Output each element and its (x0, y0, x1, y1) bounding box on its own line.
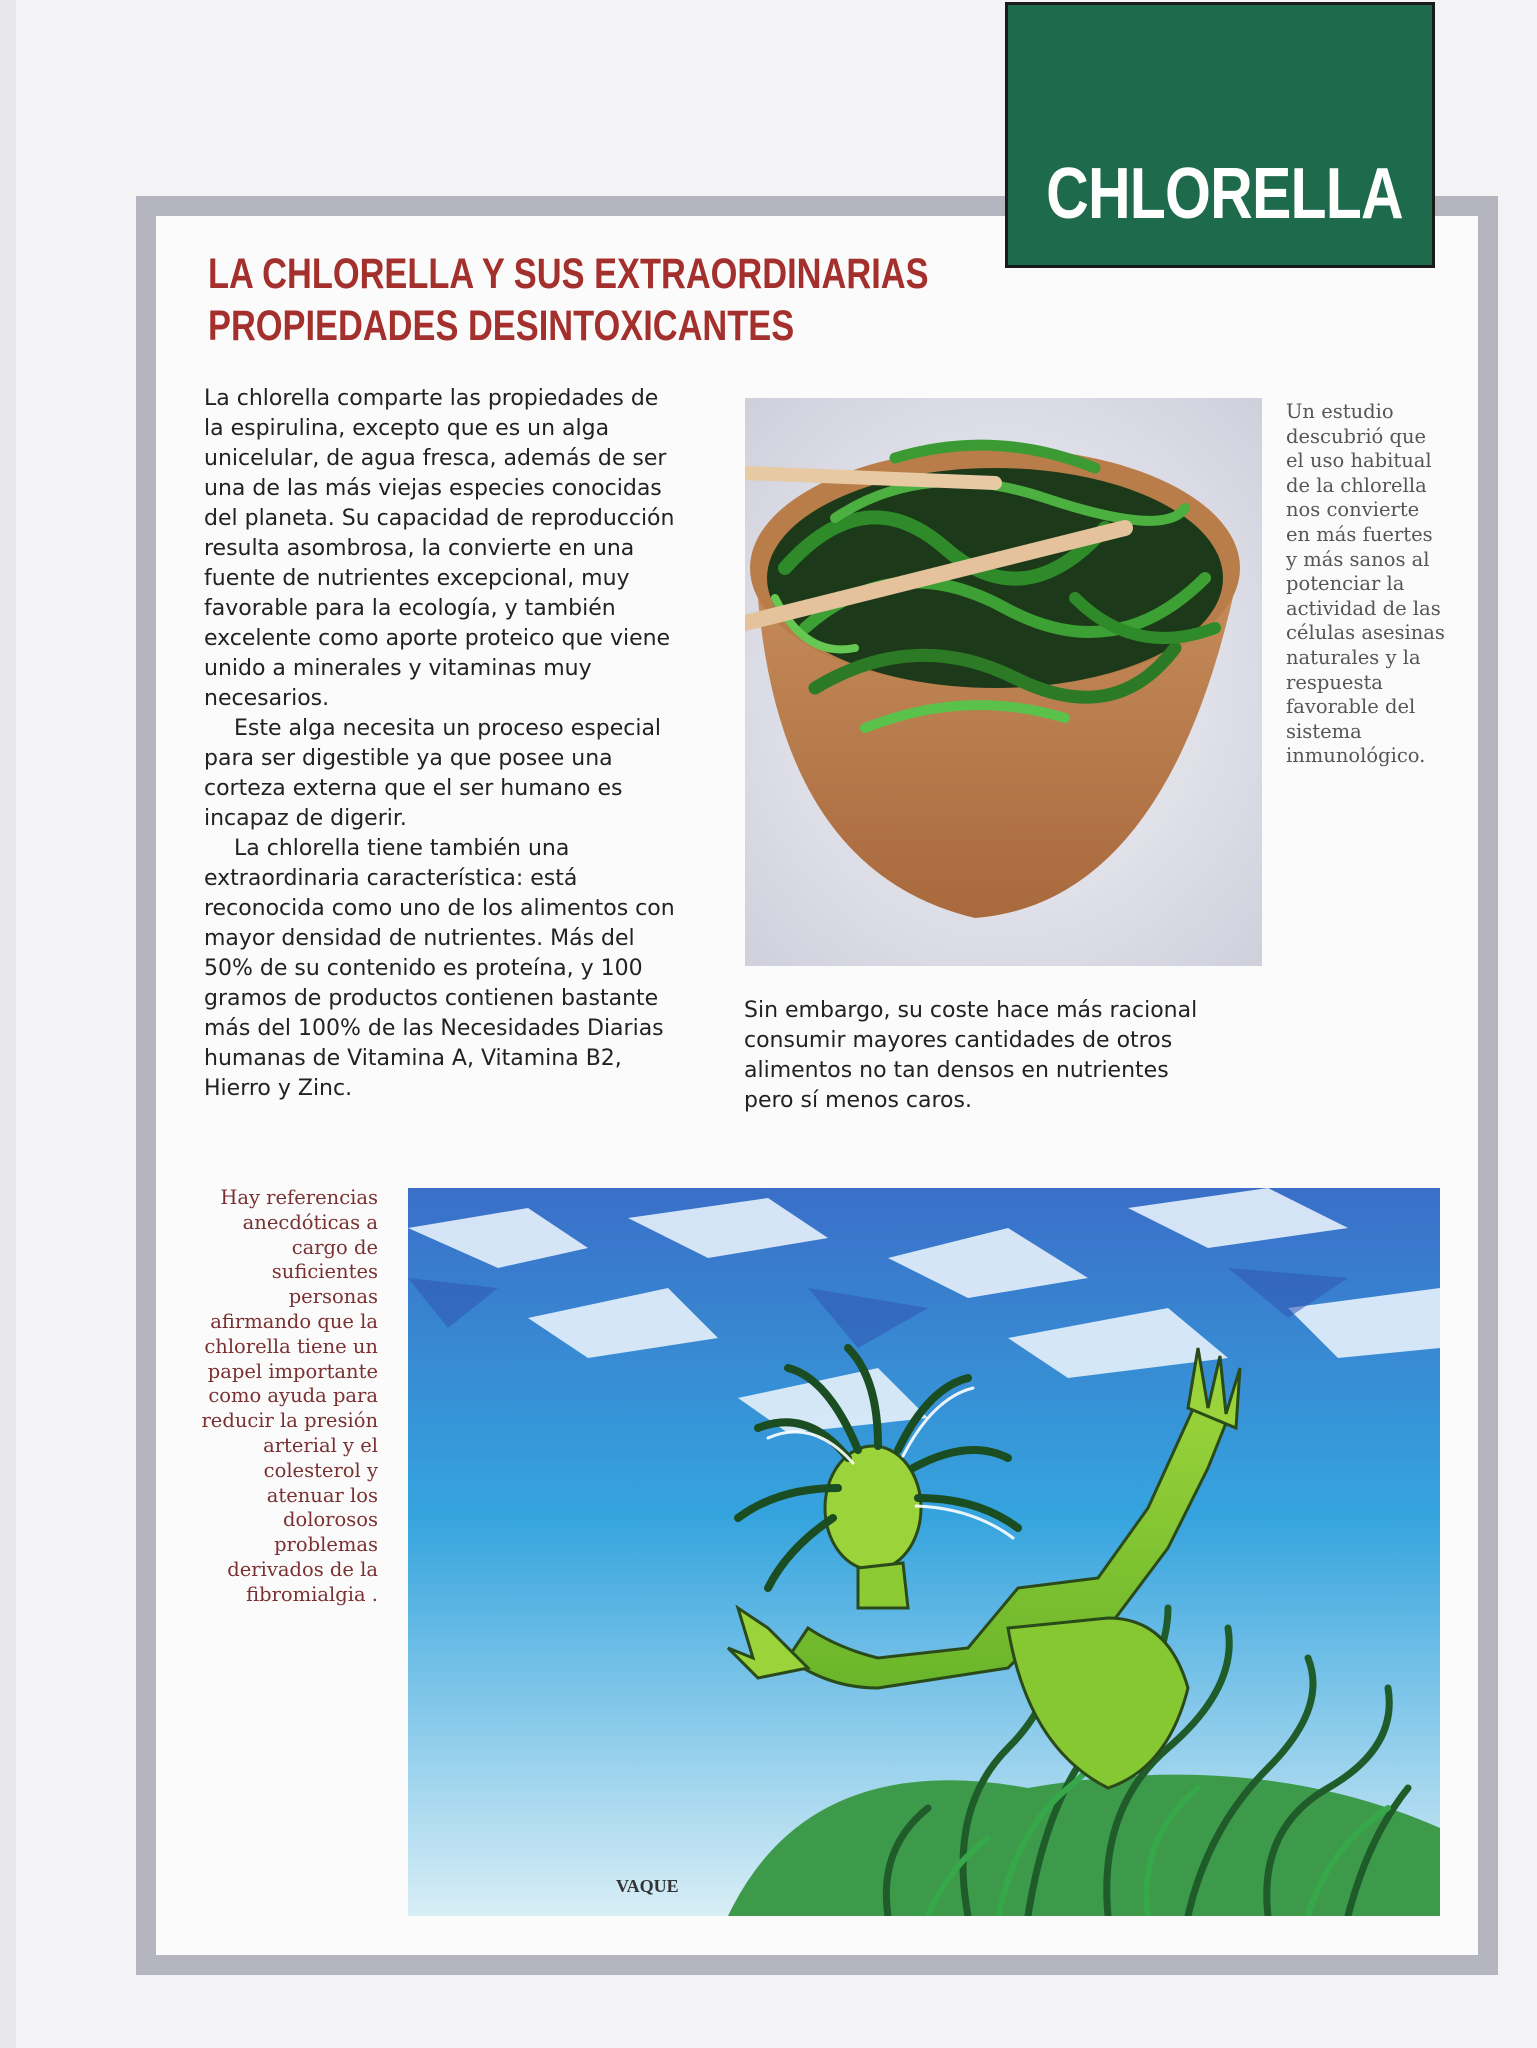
underwater-figure-illustration (408, 1188, 1440, 1916)
illustration-caption: Hay referencias anecdóticas a cargo de suficientes personas afirmando que la chlorella tiene un papel importante como ayuda para reducir la presión arterial y el colesterol y atenuar los dolorosos problemas derivados de la fibromialgia . (201, 1186, 378, 1606)
photo-caption: Un estudio descubrió que el uso habitual de la chlorella nos convierte en más fuertes y más sanos al potenciar la actividad de las células asesinas naturales y la respuesta favorable del sistema inmunológico. (1286, 400, 1445, 768)
section-tab (1005, 2, 1435, 268)
body-paragraph-3: La chlorella tiene también una extraordinaria característica: está reconocida como uno de los alimentos con mayor densidad de nutrientes. Más del 50% de su contenido es proteína, y 100 gramos de productos contienen bastante más del 100% de las Necesidades Diarias humanas de Vitamina A, Vitamina B2, Hierro y Zinc. (204, 836, 675, 1101)
seaweed-bowl-photo (745, 398, 1262, 966)
headline-line-2: PROPIEDADES DESINTOXICANTES (208, 302, 795, 350)
article-body (204, 384, 684, 1104)
page-edge (0, 0, 16, 2048)
article-headline (208, 248, 929, 352)
body-paragraph-2: Este alga necesita un proceso especial para ser digestible ya que posee una corteza externa que el ser humano es incapaz de digerir. (204, 716, 662, 831)
illustrator-signature: VAQUE (616, 1876, 679, 1896)
body-paragraph-1: La chlorella comparte las propiedades de la espirulina, excepto que es un alga unicelular, de agua fresca, además de ser una de las más viejas especies conocidas del planeta. Su capacidad de reproducción resulta asombrosa, la convierte en una fuente de nutrientes excepcional, muy favorable para la ecología, y también excelente como aporte proteico que viene unido a minerales y vitaminas muy necesarios. (204, 386, 675, 711)
body-paragraph-4: Sin embargo, su coste hace más racional consumir mayores cantidades de otros alimentos no tan densos en nutrientes pero sí menos caros. (744, 998, 1198, 1113)
section-tab-label: CHLORELLA (1046, 154, 1403, 234)
headline-line-1: LA CHLORELLA Y SUS EXTRAORDINARIAS (208, 250, 929, 298)
